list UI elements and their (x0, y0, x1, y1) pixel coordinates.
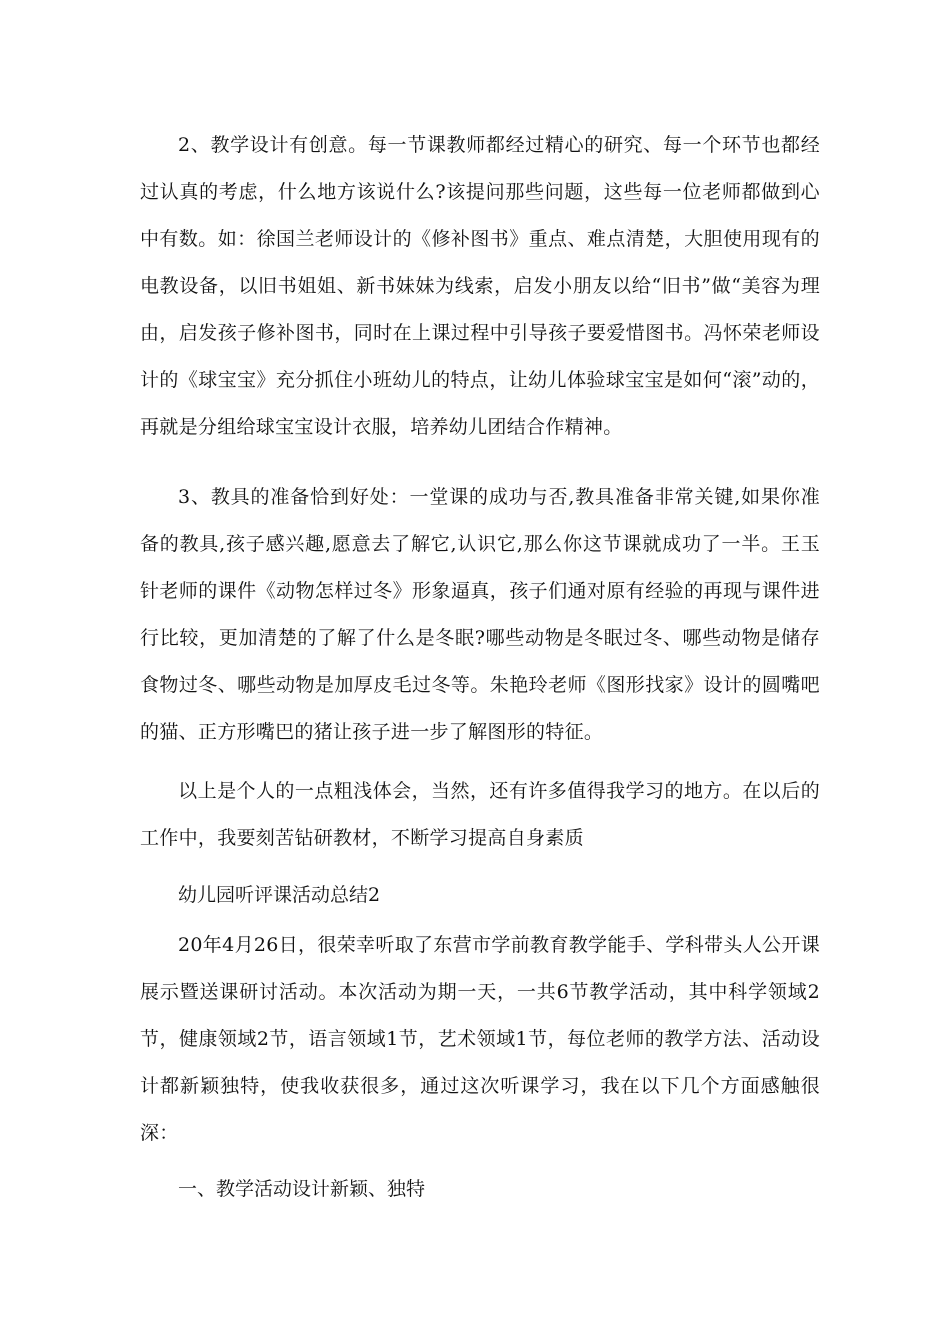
section-heading-design-novel: 一、教学活动设计新颖、独特 (178, 1178, 426, 1200)
paragraph-text: 20年4月26日，很荣幸听取了东营市学前教育教学能手、学科带头人公开课展示暨送课研讨活动。本次活动为期一天，一共6节教学活动，其中科学领域2节，健康领域2节，语言领域1节，艺术领域1节，每位老师的教学方法、活动设计都新颖独特，使我收获很多，通过这次听课学习，我在以下几个方面感触很深： (140, 934, 820, 1144)
section-title-summary-2: 幼儿园听评课活动总结2 (178, 884, 381, 906)
paragraph-teaching-aids (140, 474, 820, 756)
paragraph-personal-reflection (140, 768, 820, 862)
paragraph-text: 以上是个人的一点粗浅体会，当然，还有许多值得我学习的地方。在以后的工作中，我要刻苦钻研教材，不断学习提高自身素质 (140, 780, 820, 849)
paragraph-text: 2、教学设计有创意。每一节课教师都经过精心的研究、每一个环节也都经过认真的考虑，什么地方该说什么?该提问那些问题，这些每一位老师都做到心中有数。如：徐国兰老师设计的《修补图书》重点、难点清楚，大胆使用现有的电教设备，以旧书姐姐、新书妹妹为线索，启发小朋友以给“旧书”做“美容为理由，启发孩子修补图书，同时在上课过程中引导孩子要爱惜图书。冯怀荣老师设计的《球宝宝》充分抓住小班幼儿的特点，让幼儿体验球宝宝是如何“滚”动的，再就是分组给球宝宝设计衣服，培养幼儿团结合作精神。 (140, 134, 820, 438)
paragraph-activity-intro (140, 922, 820, 1157)
paragraph-teaching-design (140, 122, 820, 451)
paragraph-text: 3、教具的准备恰到好处：一堂课的成功与否,教具准备非常关键,如果你准备的教具,孩子感兴趣,愿意去了解它,认识它,那么你这节课就成功了一半。王玉针老师的课件《动物怎样过冬》形象逼真，孩子们通对原有经验的再现与课件进行比较，更加清楚的了解了什么是冬眠?哪些动物是冬眠过冬、哪些动物是储存食物过冬、哪些动物是加厚皮毛过冬等。朱艳玲老师《图形找家》设计的圆嘴吧的猫、正方形嘴巴的猪让孩子进一步了解图形的特征。 (140, 486, 820, 743)
